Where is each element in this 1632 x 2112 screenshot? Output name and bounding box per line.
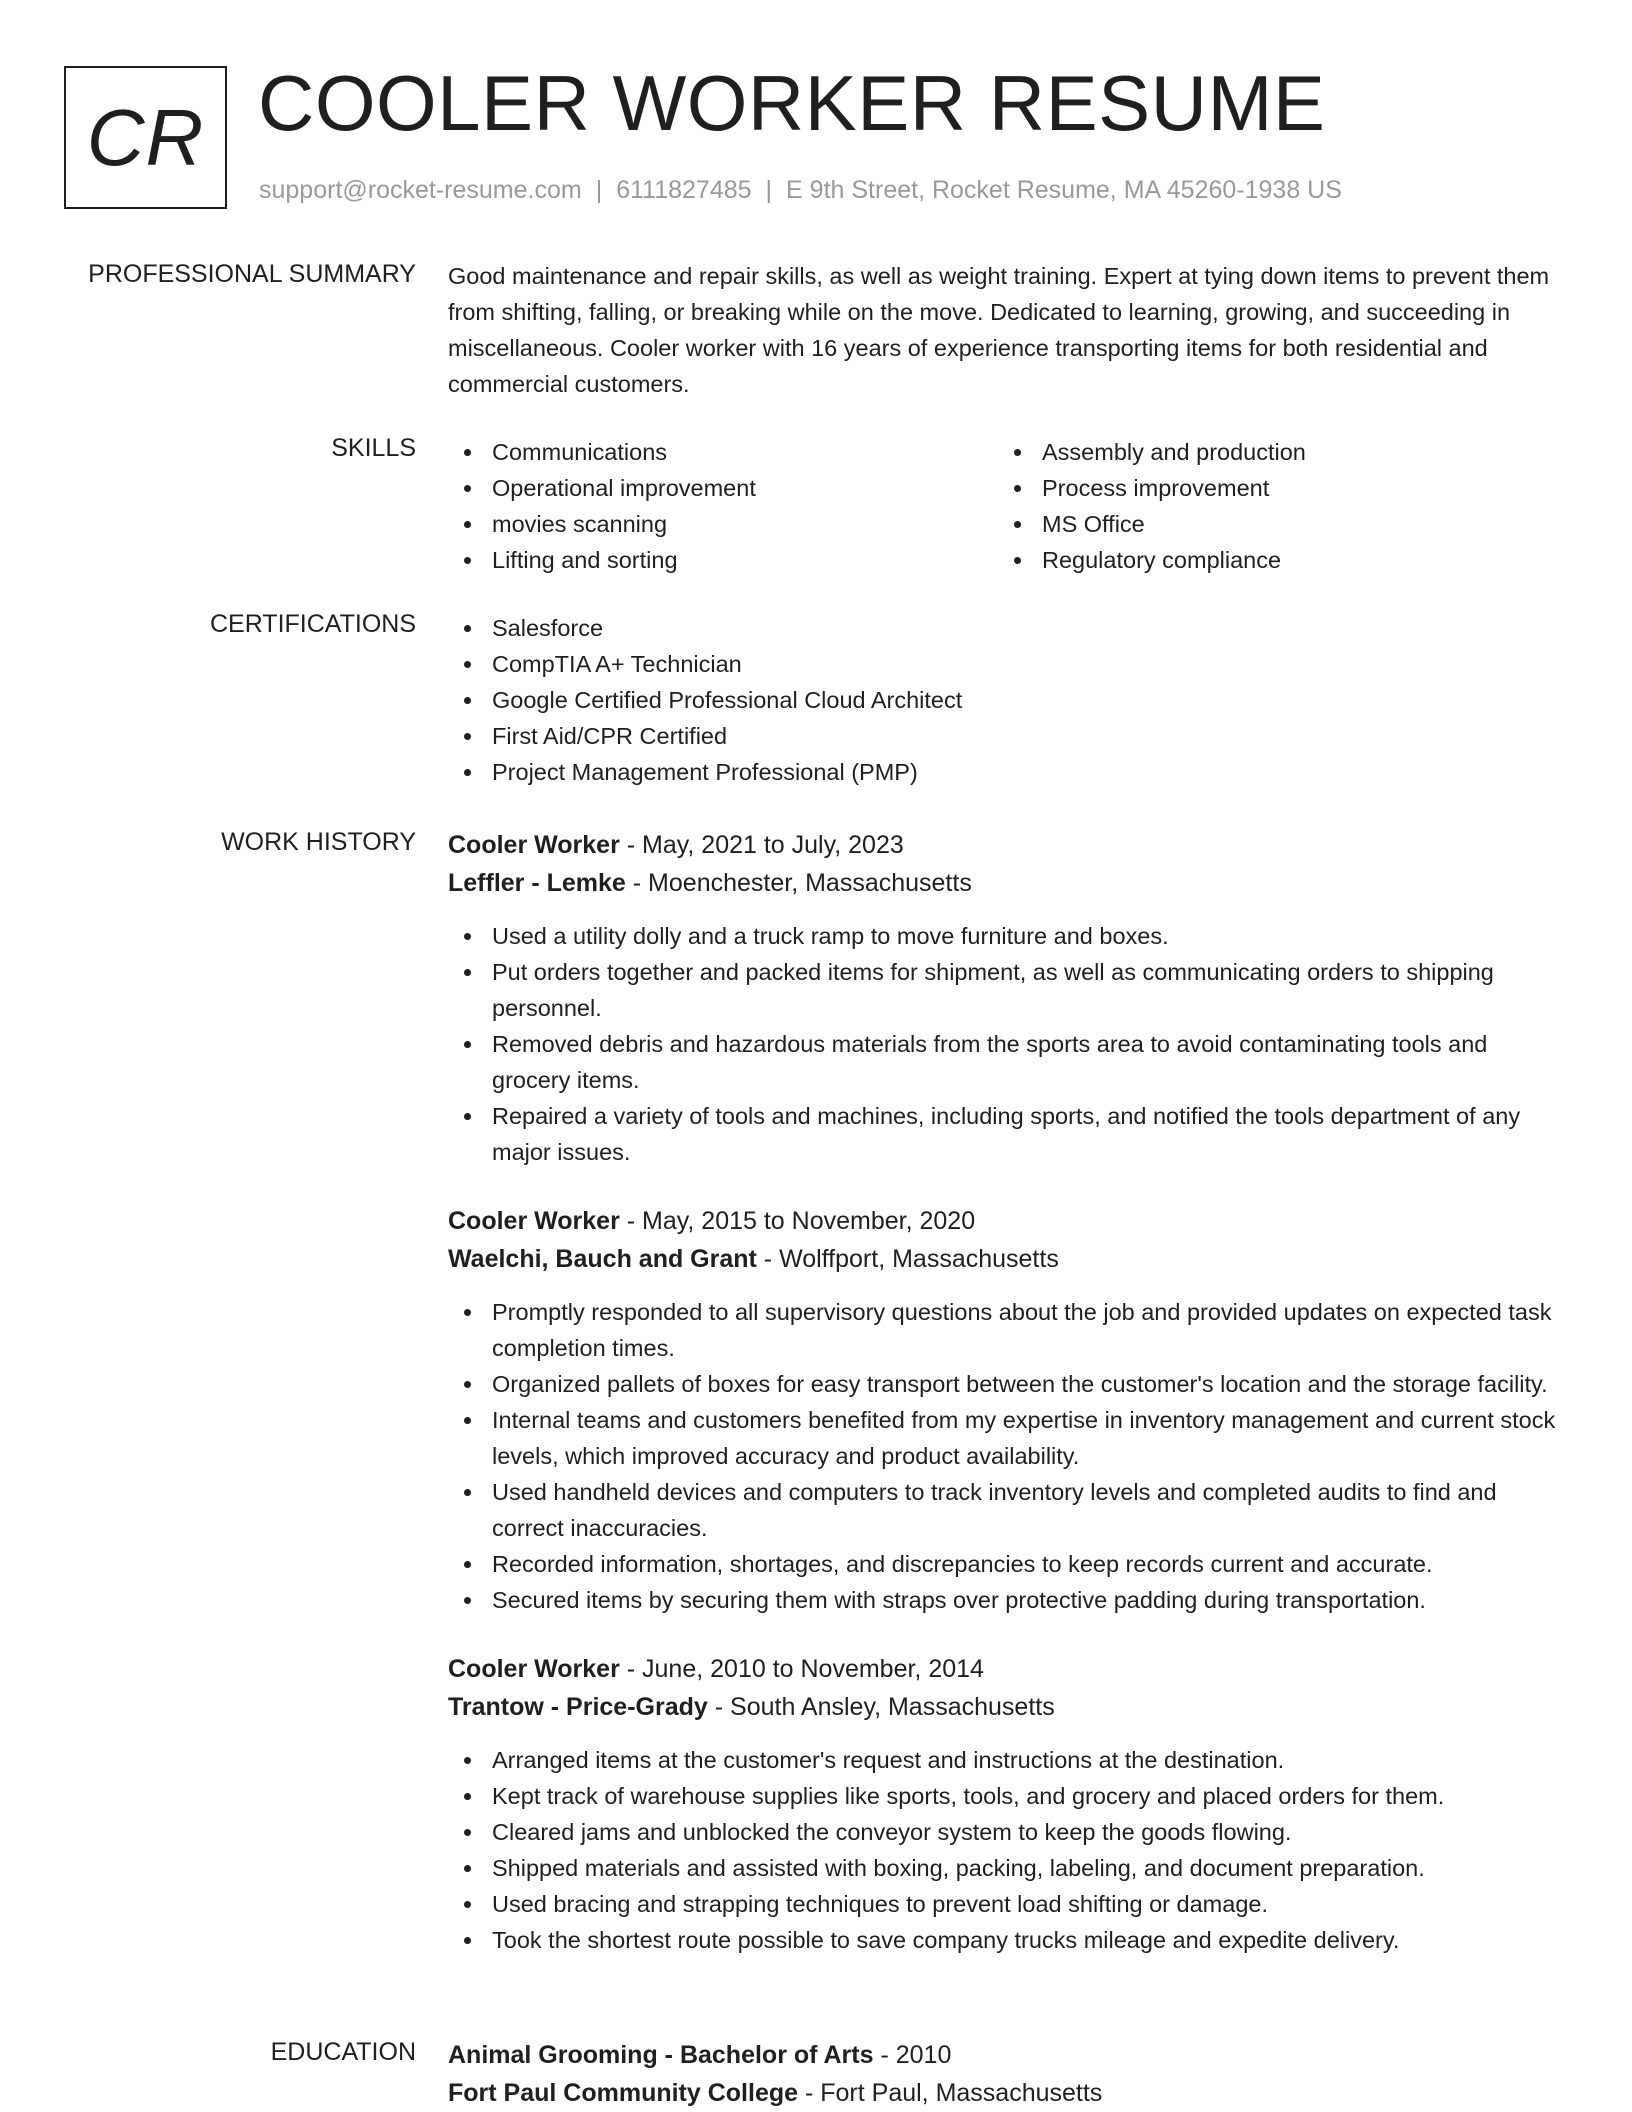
job-bullet: Removed debris and hazardous materials from the sports area to avoid contaminating tools and grocery items. — [448, 1026, 1568, 1098]
certifications-list — [448, 610, 1568, 790]
job-bullet: Organized pallets of boxes for easy transport between the customer's location and the storage facility. — [448, 1366, 1568, 1402]
job-title-line — [448, 1202, 1568, 1240]
education-degree-line — [448, 2036, 1568, 2074]
contact-address: E 9th Street, Rocket Resume, MA 45260-1938 US — [786, 176, 1342, 204]
certification-item: Google Certified Professional Cloud Architect — [448, 682, 1568, 718]
certification-item: First Aid/CPR Certified — [448, 718, 1568, 754]
job-bullet: Repaired a variety of tools and machines, including sports, and notified the tools department of any major issues. — [448, 1098, 1568, 1170]
job-location: - Moenchester, Massachusetts — [625, 869, 972, 897]
skill-item: Assembly and production — [998, 434, 1548, 470]
monogram-initials: CR — [86, 92, 205, 182]
work-history-label: WORK HISTORY — [221, 828, 416, 856]
job-bullet: Shipped materials and assisted with boxing, packing, labeling, and document preparation. — [448, 1850, 1568, 1886]
job-dates: - June, 2010 to November, 2014 — [619, 1655, 984, 1683]
job-dates: - May, 2015 to November, 2020 — [619, 1207, 976, 1235]
skill-item: Regulatory compliance — [998, 542, 1548, 578]
resume-title: COOLER WORKER RESUME — [258, 59, 1326, 147]
job-company-line — [448, 1688, 1568, 1726]
contact-separator: | — [765, 176, 773, 204]
skills-grid — [448, 434, 1568, 578]
skill-item: Process improvement — [998, 470, 1548, 506]
job-bullet: Recorded information, shortages, and discrepancies to keep records current and accurate. — [448, 1546, 1568, 1582]
job-company-line — [448, 864, 1568, 902]
job-bullet: Took the shortest route possible to save company trucks mileage and expedite delivery. — [448, 1922, 1568, 1958]
skill-item: Operational improvement — [448, 470, 998, 506]
skills-label: SKILLS — [331, 434, 416, 462]
skill-item: Lifting and sorting — [448, 542, 998, 578]
certification-item: Salesforce — [448, 610, 1568, 646]
skills-list-left — [448, 434, 998, 578]
education-degree: Animal Grooming - Bachelor of Arts — [448, 2041, 874, 2069]
job-bullet: Arranged items at the customer's request and instructions at the destination. — [448, 1742, 1568, 1778]
job-title: Cooler Worker — [448, 1207, 620, 1235]
certification-item: CompTIA A+ Technician — [448, 646, 1568, 682]
job-title-line — [448, 1650, 1568, 1688]
job-location: - Wolffport, Massachusetts — [756, 1245, 1059, 1273]
education-school: Fort Paul Community College — [448, 2079, 799, 2107]
education-label: EDUCATION — [270, 2038, 416, 2066]
certification-item: Project Management Professional (PMP) — [448, 754, 1568, 790]
education-year: - 2010 — [873, 2041, 952, 2069]
certifications-body — [448, 610, 1568, 790]
job-company: Waelchi, Bauch and Grant — [448, 1245, 757, 1273]
job-entry — [448, 826, 1568, 1170]
job-location: - South Ansley, Massachusetts — [707, 1693, 1055, 1721]
summary-text: Good maintenance and repair skills, as well as weight training. Expert at tying down items to prevent them from shifting, falling, or breaking while on the move. Dedicated to learning, growing, and succeeding in miscellaneous. Cooler worker with 16 years of experience transporting items for both residential and commercial customers. — [448, 263, 1550, 397]
job-company-line — [448, 1240, 1568, 1278]
job-dates: - May, 2021 to July, 2023 — [619, 831, 904, 859]
job-entry — [448, 1650, 1568, 1958]
job-bullet: Secured items by securing them with straps over protective padding during transportation. — [448, 1582, 1568, 1618]
job-bullet: Internal teams and customers benefited from my expertise in inventory management and current stock levels, which improved accuracy and product availability. — [448, 1402, 1568, 1474]
contact-email: support@rocket-resume.com — [259, 176, 582, 204]
skills-list-right — [998, 434, 1548, 578]
education-body — [448, 2036, 1568, 2112]
job-bullets — [448, 918, 1568, 1170]
job-bullet: Used a utility dolly and a truck ramp to move furniture and boxes. — [448, 918, 1568, 954]
monogram-box — [64, 66, 227, 209]
job-bullets — [448, 1742, 1568, 1958]
summary-label: PROFESSIONAL SUMMARY — [88, 260, 416, 288]
contact-separator: | — [595, 176, 603, 204]
job-bullet: Used handheld devices and computers to track inventory levels and completed audits to find and correct inaccuracies. — [448, 1474, 1568, 1546]
job-title-line — [448, 826, 1568, 864]
job-bullets — [448, 1294, 1568, 1618]
work-history-body — [448, 826, 1568, 1990]
job-bullet: Promptly responded to all supervisory questions about the job and provided updates on expected task completion times. — [448, 1294, 1568, 1366]
skill-item: Communications — [448, 434, 998, 470]
job-bullet: Kept track of warehouse supplies like sports, tools, and grocery and placed orders for them. — [448, 1778, 1568, 1814]
job-company: Leffler - Lemke — [448, 869, 626, 897]
education-school-line — [448, 2074, 1568, 2112]
certifications-label: CERTIFICATIONS — [209, 610, 416, 638]
contact-line — [259, 176, 1342, 205]
job-title: Cooler Worker — [448, 831, 620, 859]
skill-item: MS Office — [998, 506, 1548, 542]
contact-phone: 6111827485 — [616, 176, 752, 204]
education-location: - Fort Paul, Massachusetts — [798, 2079, 1103, 2107]
skill-item: movies scanning — [448, 506, 998, 542]
job-bullet: Used bracing and strapping techniques to prevent load shifting or damage. — [448, 1886, 1568, 1922]
job-bullet: Cleared jams and unblocked the conveyor system to keep the goods flowing. — [448, 1814, 1568, 1850]
job-entry — [448, 1202, 1568, 1618]
job-company: Trantow - Price-Grady — [448, 1693, 708, 1721]
job-title: Cooler Worker — [448, 1655, 620, 1683]
job-bullet: Put orders together and packed items for shipment, as well as communicating orders to shipping personnel. — [448, 954, 1568, 1026]
